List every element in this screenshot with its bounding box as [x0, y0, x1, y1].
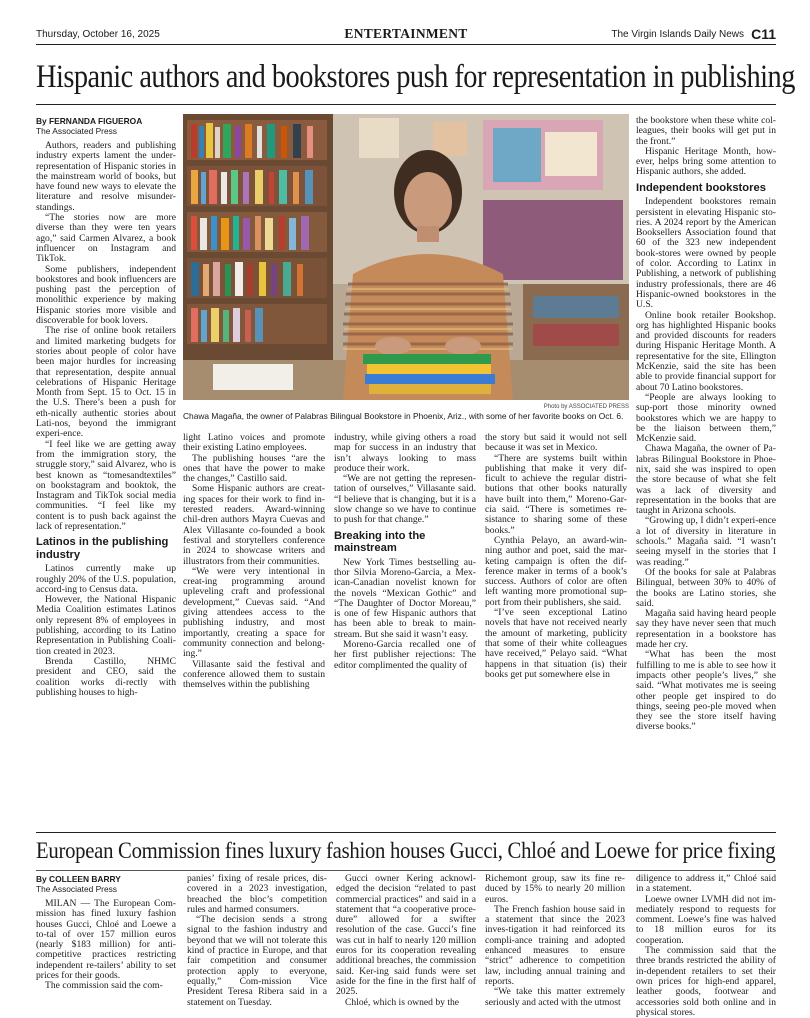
article-column-3 [334, 433, 476, 825]
paragraph: The publishing houses “are the ones that have the power to make the changes,” Castillo said. [183, 452, 325, 485]
paragraph: Online book retailer Bookshop. org has highlighted Hispanic books and provided discounts for readers during Hispanic Heritage Month. A representative for the site, Ellington McKenzie, said the site has been able to provide financial support for about 70 Latino bookstores. [636, 309, 776, 393]
paragraph: Gucci owner Kering acknowl-edged the decision “related to past commercial practices” and said in a statement that “a cooperative proce-dure” allowed for a swifter resolution of the case. Gucci’s fine was cut in half to nearly 120 million euros for its cooperation revealing additional breaches, the commission said. Ker-ing said funds were set aside for the fine in the first half of 2025. [336, 873, 476, 998]
paragraph: Chawa Magaña, the owner of Pa-labras Bilingual Bookstore in Phoe-nix, said she was inspired to open the store because of what she felt was a lack of diversity and representation in the books that are taught in Arizona schools. [636, 443, 776, 517]
paragraph: Independent bookstores remain persistent in elevating Hispanic sto-ries. A 2024 report by the American Booksellers Association found that 60 of the 323 new independent book-stores were owned by people of color. According to Latinx in Publishing, a network of publishing industry professionals, there are 46 Hispanic-owned bookstores in the U.S. [636, 196, 776, 311]
paragraph: Hispanic Heritage Month, how-ever, helps bring some attention to Hispanic authors, she added. [636, 145, 776, 178]
article-2-column-5 [636, 873, 776, 1018]
byline-organization: The Associated Press [36, 884, 117, 894]
paragraph: “We take this matter extremely seriously and acted with the utmost [485, 986, 625, 1008]
article-2-column-1 [36, 874, 176, 992]
paragraph: “I’ve seen exceptional Latino novels that have not received nearly the amount of marketing, publicity that some of their white colleagues have received,” Pelayo said. “What happens in that situation (is) their books get put somewhere else in [485, 607, 627, 680]
article-2-column-2 [187, 873, 327, 1008]
byline-organization: The Associated Press [36, 126, 117, 136]
paragraph: MILAN — The European Com-mission has fined luxury fashion houses Gucci, Chloé and Loewe a to-tal of over 157 million euros (nearly $183 million) for anti-competitive practices restricting independent re-tailers’ ability to set prices for their goods. [36, 898, 176, 982]
byline-author: By FERNANDA FIGUEROA [36, 116, 143, 126]
paragraph: Authors, readers and publishing industry experts lament the under-representation of Hispanic stories in the mainstream world of books, but have found new ways to elevate the literature and resolve misunder-standings. [36, 140, 176, 213]
paragraph: “We were very intentional in creat-ing programming around upleveling craft and professional development,” Cuevas said. “And giving attendees access to the publishing industry, and most importantly, creating a space for community connection and belong-ing.” [183, 565, 325, 660]
article-2-headline: European Commission fines luxury fashion houses Gucci, Chloé and Loewe for price fixing [36, 838, 776, 863]
issue-date: Thursday, October 16, 2025 [36, 29, 160, 40]
paragraph: Of the books for sale at Palabras Bilingual, between 30% to 40% of the books are Latino stories, she said. [636, 566, 776, 609]
paragraph: “The decision sends a strong signal to the fashion industry and beyond that we will not tolerate this kind of practice in Europe, and that fair competition and consumer protection apply to everyone, equally,” Com-mission Vice President Teresa Ribera said in a statement on Tuesday. [187, 914, 327, 1008]
paragraph: Villasante said the festival and conference allowed them to sustain themselves within the publishing [183, 658, 325, 691]
paragraph: “What has been the most fulfilling to me is able to see how it impacts other people’s lives,” she said. “What motivates me is seeing other people get inspired to do things, seeing peo-ple moved when they see the store itself having diverse books.” [636, 649, 776, 733]
paragraph: Some publishers, independent bookstores and book influencers are pushing past the perception of monolithic experience by making Hispanic stories more visible and discoverable for book lovers. [36, 263, 176, 327]
subheading: Independent bookstores [636, 181, 766, 194]
paragraph: Loewe owner LVMH did not im-mediately respond to requests for comment. Loewe’s fine was halved to 18 million euros for its cooperation. [636, 893, 776, 946]
publication-name: The Virgin Islands Daily News [611, 29, 744, 40]
paragraph: industry, while giving others a road map for success in an industry that isn’t always looking to mass produce their work. [334, 432, 476, 474]
byline-author: By COLLEEN BARRY [36, 874, 121, 884]
paragraph: The commission said the com- [45, 980, 163, 992]
paragraph: Latinos currently make up roughly 20% of the U.S. population, accord-ing to Census data. [36, 563, 176, 595]
paragraph: “I feel like we are getting away from the immigration story, the struggle story,” said Alvarez, who is best known as “tomesandtextiles” on bookstagram and booktok, the Instagram and TikTok social media communities. “I feel like my content is to push back against the lack of representation.” [36, 438, 176, 532]
paragraph: “We are not getting the represen-tation of ourselves,” Villasante said. “I believe that is changing, but it is a slow change so we have to continue to push for that change.” [334, 473, 476, 526]
paragraph: “Growing up, I didn’t experi-ence a lot of diversity in literature in schools.” Magaña said. “I wasn’t seeing myself in the stories that I was reading.” [636, 515, 776, 568]
article-2-column-4 [485, 873, 625, 1008]
paragraph: light Latino voices and promote their existing Latino employees. [183, 432, 325, 454]
photo-credit: Photo by ASSOCIATED PRESS [543, 404, 629, 410]
paragraph: Magaña said having heard people say they have never seen that much representation in a bookstore has made her cry. [636, 608, 776, 651]
paragraph: Brenda Castillo, NHMC president and CEO, said the coalition works di-rectly with publishing houses to high- [36, 655, 176, 698]
paragraph: Richemont group, saw its fine re-duced by 15% to nearly 20 million euros. [485, 873, 625, 905]
paragraph: The commission said that the three brands restricted the ability of in-dependent retailers to set their own prices for high-end apparel, leather goods, footwear and accessories sold both online and in physical stores. [636, 945, 776, 1018]
paragraph: the bookstore when these white col-leagues, their books will get put in the front.” [636, 115, 776, 147]
paragraph: “People are always looking to sup-port those minority owned bookstores which we are happy to be the liaison between them,” McKenzie said. [636, 391, 776, 445]
page-header [36, 26, 776, 42]
byline [36, 874, 176, 894]
page-number: C11 [751, 26, 776, 42]
subheading: Latinos in the publishing industry [36, 536, 169, 561]
paragraph: The rise of online book retailers and limited marketing budgets for stories about people of color have been major hurdles for increasing that representation, despite annual celebrations of Hispanic Heritage Month from Sept. 15 to Oct. 15 in the U.S. There’s been a push for eth-nically authentic stories about Lati-nos, beyond the immigrant experi-ence. [36, 325, 176, 440]
headline-2-rule [36, 870, 776, 871]
article-column-4 [485, 433, 627, 825]
paragraph: Moreno-Garcia recalled one of her first publisher rejections: The editor complimented the quality of [334, 639, 476, 671]
article-column-1 [36, 116, 176, 832]
paragraph: Cynthia Pelayo, an award-win-ning author and poet, said the mar-keting campaign is often the dif-ference maker in terms of a book’s success. Authors of color are often left wanting more promotional sup-port from their publishers, she said. [485, 534, 627, 608]
section-name: ENTERTAINMENT [344, 26, 468, 41]
article-photo [183, 114, 629, 400]
article-headline: Hispanic authors and bookstores push for representation in publishing [36, 59, 795, 95]
article-column-5 [636, 116, 776, 828]
paragraph: Some Hispanic authors are creat-ing spaces for their work to find in-terested readers. Award-winning chil-dren authors Mayra Cuevas and Alex Villasante co-founded a book festival and storytellers conference in 2024 to showcase writers and illustrators from their communities. [183, 483, 325, 567]
photo-caption: Chawa Magaña, the owner of Palabras Bilingual Bookstore in Phoenix, Ariz., with some of her favorite books on Oct. 6. [183, 411, 624, 421]
paragraph: “The stories now are more diverse than they were ten years ago,” said Carmen Alvarez, a book influencer on Instagram and TikTok. [36, 212, 176, 265]
paragraph: diligence to address it,” Chloé said in a statement. [636, 873, 776, 895]
headline-rule [36, 104, 776, 105]
paragraph: However, the National Hispanic Media Coalition estimates Latinos only represent 8% of employees in publishing, according to its Latino Representation in Publishing Coali-tion created in 2023. [36, 594, 176, 657]
paragraph: New York Times bestselling au-thor Silvia Moreno-Garcia, a Mex-ican-Canadian novelist known for the novels “Mexican Gothic” and “The Daughter of Doctor Moreau,” is one of few Hispanic authors that has been able to break to main-stream. But she said it wasn’t easy. [334, 556, 476, 640]
article-2-column-3 [336, 873, 476, 1008]
article-divider [36, 832, 776, 833]
byline [36, 116, 176, 136]
paragraph: panies’ fixing of resale prices, dis-covered in a 2023 investigation, breached the bloc’s competition rules and harmed consumers. [187, 873, 327, 915]
subheading: Breaking into the mainstream [334, 529, 426, 555]
header-rule [36, 44, 776, 45]
paragraph: The French fashion house said in a statement that since the 2023 inves-tigation it had reinforced its compli-ance training and adopted enhanced measures to ensure “strict” adherence to competition law, including annual training and reports. [485, 903, 625, 987]
paragraph: “There are systems built within publishing that make it very dif-ficult to achieve the regular distri-butions that other books naturally have built into them,” Moreno-Gar-cia said. “There is sometimes re-sistance to sharing some of these books.” [485, 452, 627, 536]
paragraph: the story but said it would not sell because it was set in Mexico. [485, 432, 627, 454]
article-column-2 [183, 433, 325, 825]
paragraph: Chloé, which is owned by the [345, 996, 460, 1008]
